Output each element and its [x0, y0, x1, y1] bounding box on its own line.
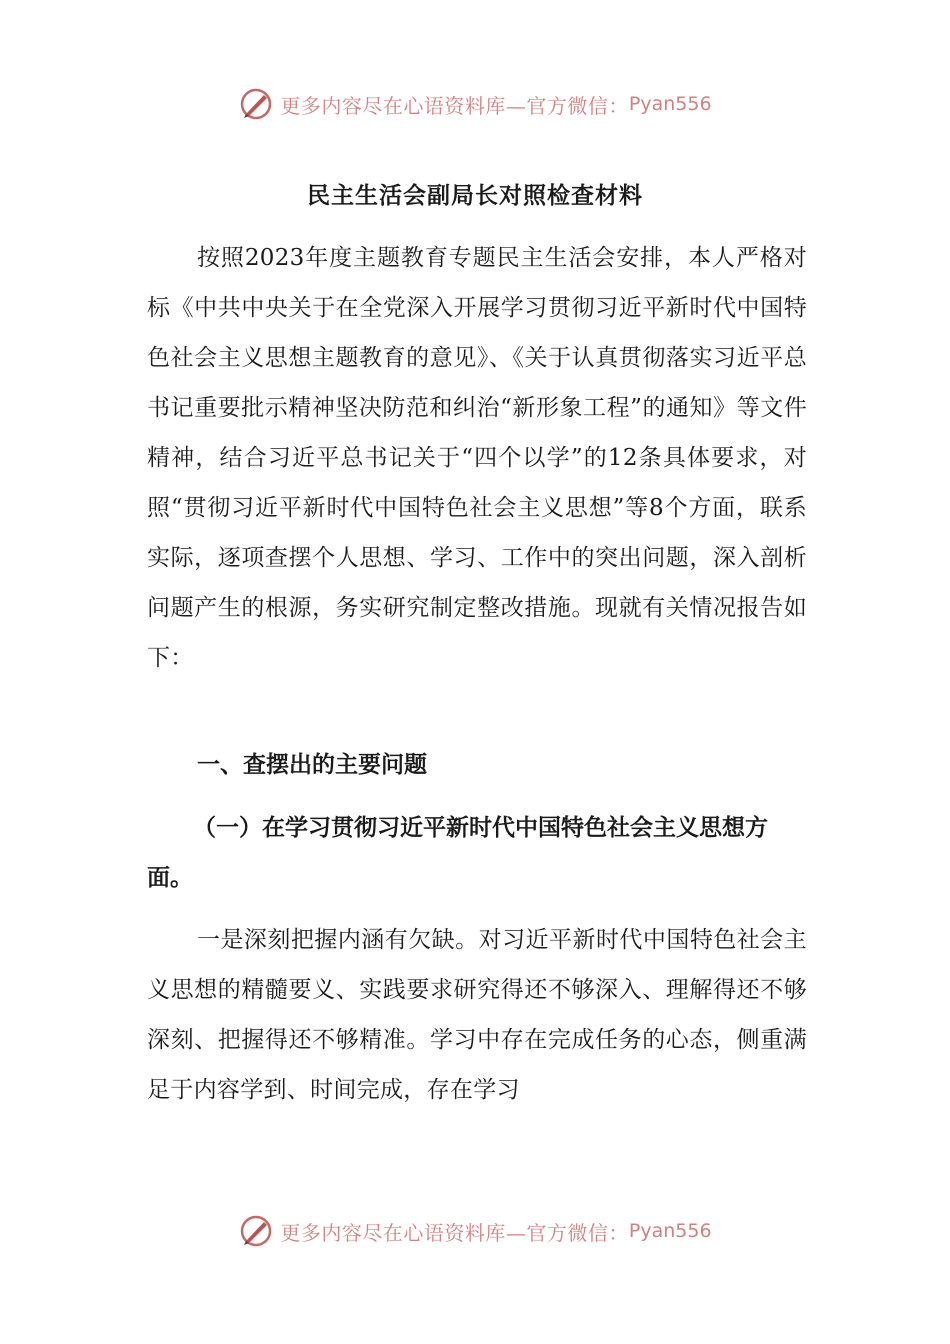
document-title: 民主生活会副局长对照检查材料: [307, 183, 643, 209]
section-heading: 一、查摆出的主要问题: [197, 752, 427, 778]
pen-logo-icon: [238, 1213, 274, 1249]
watermark-header: [0, 84, 950, 124]
watermark-account: Pyan556: [628, 93, 712, 115]
point-paragraph: 一是深刻把握内涵有欠缺。对习近平新时代中国特色社会主义思想的精髓要义、实践要求研究得还不够深入、理解得还不够深刻、把握得还不够精准。学习中存在完成任务的心态，侧重满足于内容学到、时间完成，存在学习: [147, 927, 807, 1103]
subsection-heading: （一）在学习贯彻习近平新时代中国特色社会主义思想方面。: [147, 815, 768, 891]
watermark-account: Pyan556: [628, 1220, 712, 1242]
watermark-text: 更多内容尽在心语资料库—官方微信：: [280, 93, 629, 118]
watermark-text: 更多内容尽在心语资料库—官方微信：: [280, 1220, 629, 1245]
intro-paragraph: 按照2023年度主题教育专题民主生活会安排，本人严格对标《中共中央关于在全党深入开展学习贯彻习近平新时代中国特色社会主义思想主题教育的意见》、《关于认真贯彻落实习近平总书记重要批示精神坚决防范和纠治“新形象工程”的通知》等文件精神，结合习近平总书记关于“四个以学”的12条具体要求，对照“贯彻习近平新时代中国特色社会主义思想”等8个方面，联系实际，逐项查摆个人思想、学习、工作中的突出问题，深入剖析问题产生的根源，务实研究制定整改措施。现就有关情况报告如下：: [147, 245, 807, 671]
watermark-footer: [0, 1211, 950, 1251]
pen-logo-icon: [238, 86, 274, 122]
